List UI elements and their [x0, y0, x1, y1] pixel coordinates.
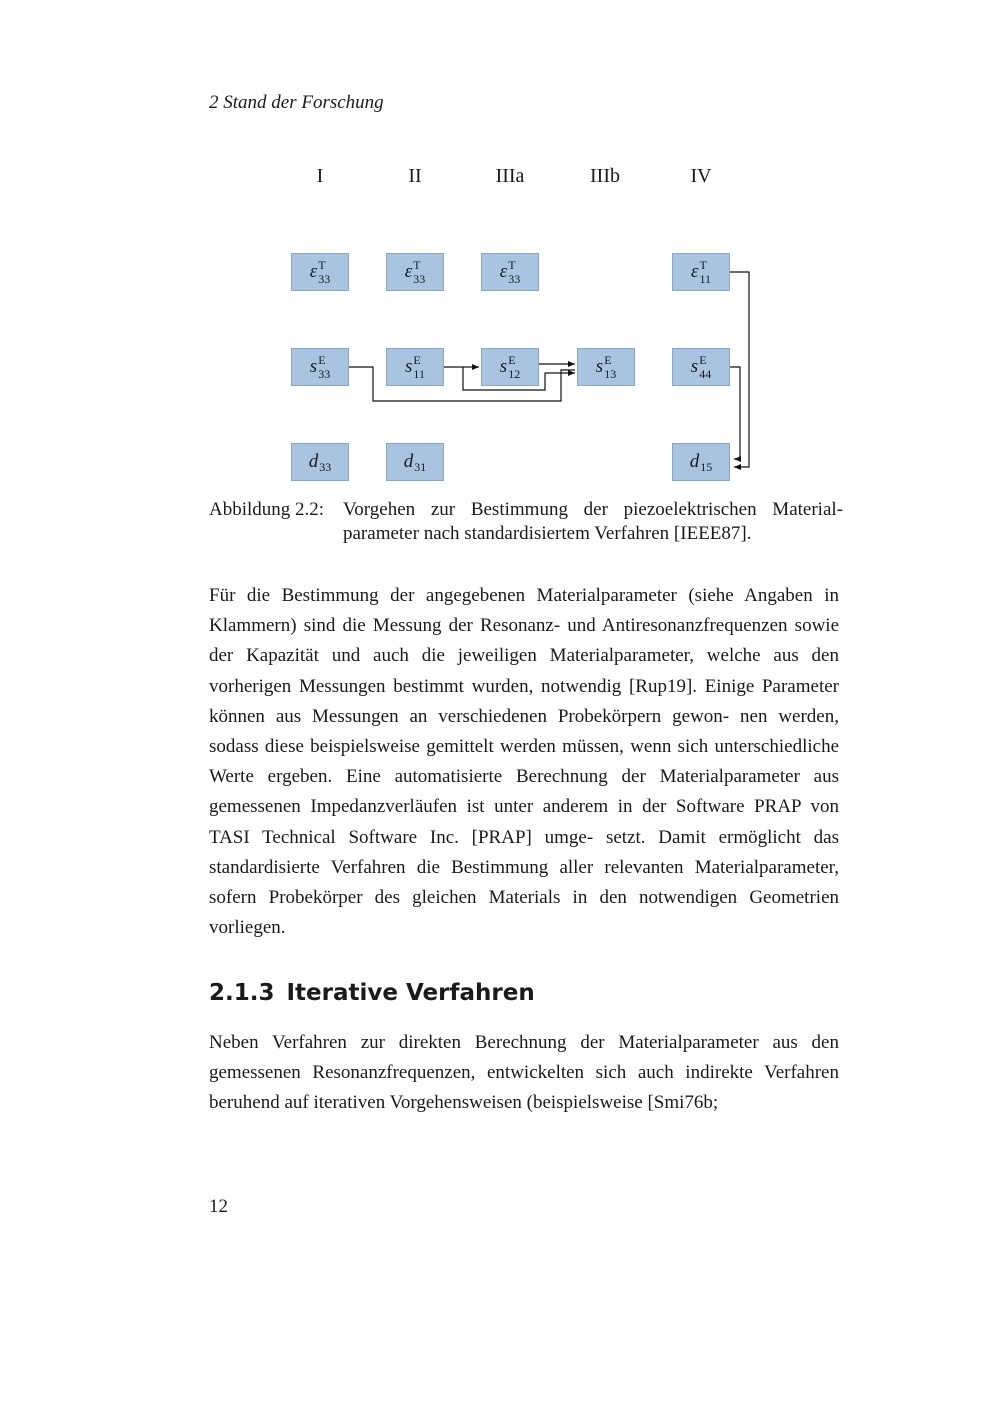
- symbol-sup: T: [699, 258, 707, 272]
- box-d31-col-II: [386, 443, 444, 481]
- section-number: 2.1.3: [209, 980, 275, 1006]
- symbol-sub: 31: [414, 459, 427, 474]
- box-eps33-col-II: [386, 253, 444, 291]
- symbol-base: s: [499, 356, 508, 377]
- symbol-base: d: [689, 451, 700, 472]
- symbol-sup: T: [508, 258, 516, 272]
- symbol-sub: 11: [699, 272, 712, 286]
- symbol-base: s: [690, 356, 699, 377]
- column-label-IV: IV: [690, 165, 712, 187]
- page-number: 12: [209, 1196, 228, 1217]
- symbol-sup: E: [699, 353, 707, 367]
- symbol-sub: 33: [319, 459, 332, 474]
- box-s13-col-IIIb: [577, 348, 635, 386]
- symbol-sub: 33: [508, 272, 521, 286]
- symbol-base: s: [309, 356, 318, 377]
- symbol-base: s: [405, 356, 413, 377]
- box-s12-col-IIIa: [481, 348, 539, 386]
- body-paragraph-2: Neben Verfahren zur direkten Berechnung der Materialparameter aus den gemessenen Resonanzfrequenzen, entwickelten sich auch indirekte Verfahren beruhend auf iterativen Vorgehensweisen (beispielsweise [Smi76b;: [209, 1032, 839, 1114]
- arrow-eps11-to-d15: [730, 272, 749, 467]
- running-head: 2 Stand der Forschung: [209, 92, 384, 113]
- box-s33-col-I: [291, 348, 349, 386]
- symbol-base: ε: [690, 261, 699, 282]
- symbol-sub: 13: [604, 367, 617, 381]
- symbol-sub: 11: [413, 367, 425, 381]
- symbol-sup: E: [604, 353, 612, 367]
- symbol-sup: T: [318, 258, 326, 272]
- symbol-sup: T: [413, 258, 421, 272]
- symbol-sub: 33: [318, 367, 331, 381]
- column-label-IIIa: IIIa: [495, 165, 525, 187]
- symbol-sub: 33: [413, 272, 426, 286]
- symbol-base: ε: [404, 261, 413, 282]
- box-eps33-col-I: [291, 253, 349, 291]
- box-d33-col-I: [291, 443, 349, 481]
- section-heading: [209, 980, 535, 1006]
- symbol-sup: E: [318, 353, 326, 367]
- symbol-base: d: [308, 451, 319, 472]
- symbol-base: s: [595, 356, 604, 377]
- symbol-sub: 44: [699, 367, 712, 381]
- symbol-sub: 15: [700, 459, 713, 474]
- symbol-base: d: [403, 451, 414, 472]
- symbol-sup: E: [413, 353, 421, 367]
- column-label-II: II: [408, 165, 422, 187]
- body-paragraph-1: Für die Bestimmung der angegebenen Materialparameter (siehe Angaben in Klammern) sind die Messung der Resonanz- und Antiresonanzfrequenzen sowie der Kapazität und auch die jeweiligen Materialparameter, welche aus den vorherigen Messungen bestimmt wurden, notwendig [Rup19]. Einige Parameter können aus Messungen an verschiedenen Probekörpern gewon- nen werden, sodass diese beispielsweise gemittelt werden müssen, wenn sich unterschiedliche Werte ergeben. Eine automatisierte Berechnung der Materialparameter aus gemessenen Impedanzverläufen ist unter anderem in der Software PRAP von TASI Technical Software Inc. [PRAP] umge- setzt. Damit ermöglicht das standardisierte Verfahren die Bestimmung aller relevanten Materialparameter, sofern Probekörper des gleichen Materials in den notwendigen Geometrien vorliegen.: [209, 585, 839, 939]
- column-label-IIIb: IIIb: [590, 165, 620, 187]
- box-s11-col-II: [386, 348, 444, 386]
- box-d15-col-IV: [672, 443, 730, 481]
- arrow-s44-to-d15: [730, 367, 740, 459]
- caption-label: Abbildung 2.2:: [209, 499, 325, 520]
- caption-text: Vorgehen zur Bestimmung der piezoelektrischen Material- parameter nach standardisiertem Verfahren [IEEE87].: [343, 499, 843, 544]
- symbol-base: ε: [309, 261, 318, 282]
- symbol-sub: 12: [508, 367, 521, 381]
- symbol-base: ε: [499, 261, 508, 282]
- box-eps33-col-IIIa: [481, 253, 539, 291]
- arrow-s33-to-s13: [349, 367, 575, 401]
- box-s44-col-IV: [672, 348, 730, 386]
- symbol-sup: E: [508, 353, 516, 367]
- column-label-I: I: [316, 165, 324, 187]
- symbol-sub: 33: [318, 272, 331, 286]
- section-title: Iterative Verfahren: [286, 980, 535, 1006]
- box-eps11-col-IV: [672, 253, 730, 291]
